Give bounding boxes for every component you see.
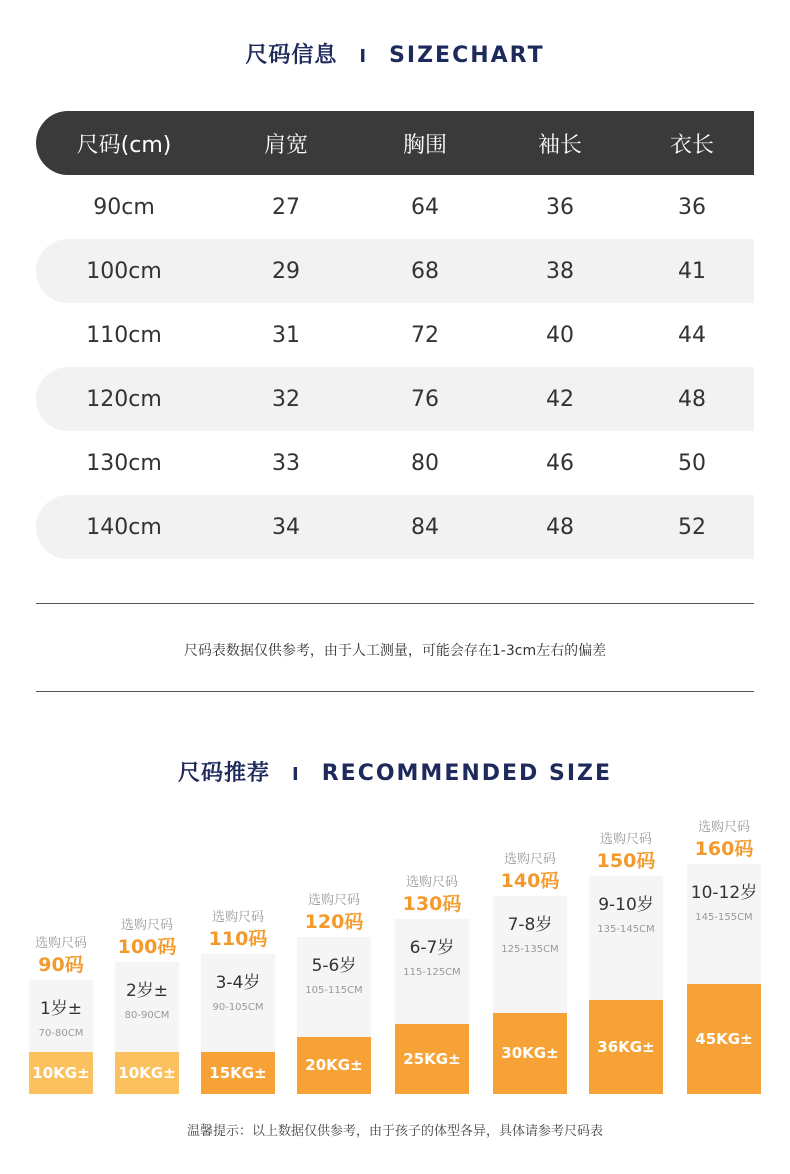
size-value: 110码 xyxy=(208,928,268,950)
size-bar xyxy=(395,0,469,1094)
table-cell: 130cm xyxy=(86,450,162,476)
size-value: 90码 xyxy=(38,954,84,976)
table-cell: 64 xyxy=(411,194,439,220)
table-cell: 84 xyxy=(411,514,439,540)
size-bar xyxy=(29,0,93,1094)
age-label: 6-7岁 xyxy=(409,938,455,958)
table-cell: 46 xyxy=(546,450,574,476)
table-cell: 50 xyxy=(678,450,706,476)
select-size-label: 选购尺码 xyxy=(697,820,750,835)
header-cell: 胸围 xyxy=(402,132,447,158)
select-size-label: 选购尺码 xyxy=(34,936,87,951)
table-cell: 41 xyxy=(678,258,706,284)
size-value: 150码 xyxy=(596,850,656,872)
table-cell: 38 xyxy=(546,258,574,284)
table-cell: 32 xyxy=(272,386,300,412)
title-separator: I xyxy=(359,46,368,67)
select-size-label: 选购尺码 xyxy=(120,918,173,933)
weight-block: 10KG± xyxy=(29,1052,93,1094)
size-value: 100码 xyxy=(117,936,177,958)
select-size-label: 选购尺码 xyxy=(211,910,264,925)
size-bar xyxy=(687,0,761,1094)
age-label: 5-6岁 xyxy=(311,956,357,976)
size-bar xyxy=(493,0,567,1094)
weight-block: 36KG± xyxy=(589,1000,663,1094)
height-range-label: 135-145CM xyxy=(597,924,655,935)
size-value: 120码 xyxy=(304,911,364,933)
age-label: 1岁± xyxy=(39,999,83,1019)
table-cell: 40 xyxy=(546,322,574,348)
weight-block: 25KG± xyxy=(395,1024,469,1094)
age-label: 3-4岁 xyxy=(215,973,261,993)
size-chart-title-en: SIZECHART xyxy=(389,43,545,68)
select-size-label: 选购尺码 xyxy=(307,893,360,908)
table-cell: 29 xyxy=(272,258,300,284)
select-size-label: 选购尺码 xyxy=(405,875,458,890)
age-label: 2岁± xyxy=(125,981,169,1001)
table-cell: 72 xyxy=(411,322,439,348)
height-range-label: 70-80CM xyxy=(38,1028,84,1039)
size-value: 130码 xyxy=(402,893,462,915)
measurement-note: 尺码表数据仅供参考，由于人工测量，可能会存在1-3cm左右的偏差 xyxy=(183,643,607,659)
weight-block: 45KG± xyxy=(687,984,761,1094)
height-range-label: 80-90CM xyxy=(124,1010,170,1021)
size-bar xyxy=(589,0,663,1094)
recommended-title-en: RECOMMENDED SIZE xyxy=(321,761,612,786)
weight-block: 15KG± xyxy=(201,1052,275,1094)
warm-tip: 温馨提示：以上数据仅供参考，由于孩子的体型各异，具体请参考尺码表 xyxy=(186,1124,603,1139)
size-value: 140码 xyxy=(500,870,560,892)
table-cell: 27 xyxy=(272,194,300,220)
header-cell: 肩宽 xyxy=(263,132,308,158)
table-cell: 42 xyxy=(546,386,574,412)
table-cell: 100cm xyxy=(86,258,162,284)
header-cell: 袖长 xyxy=(537,132,582,158)
height-range-label: 145-155CM xyxy=(695,912,753,923)
table-cell: 52 xyxy=(678,514,706,540)
size-bar xyxy=(201,0,275,1094)
select-size-label: 选购尺码 xyxy=(599,832,652,847)
weight-block: 30KG± xyxy=(493,1013,567,1094)
weight-block: 10KG± xyxy=(115,1052,179,1094)
table-cell: 76 xyxy=(411,386,439,412)
header-cell: 尺码(cm) xyxy=(76,132,172,158)
height-range-label: 90-105CM xyxy=(212,1002,264,1013)
table-cell: 68 xyxy=(411,258,439,284)
header-cell: 衣长 xyxy=(669,132,714,158)
recommended-title-cn: 尺码推荐 xyxy=(178,761,271,786)
select-size-label: 选购尺码 xyxy=(503,852,556,867)
size-value: 160码 xyxy=(694,838,754,860)
table-cell: 140cm xyxy=(86,514,162,540)
height-range-label: 115-125CM xyxy=(403,967,461,978)
table-cell: 80 xyxy=(411,450,439,476)
weight-block: 20KG± xyxy=(297,1037,371,1094)
age-label: 9-10岁 xyxy=(598,895,654,915)
table-cell: 31 xyxy=(272,322,300,348)
table-cell: 120cm xyxy=(86,386,162,412)
table-cell: 34 xyxy=(272,514,300,540)
table-cell: 36 xyxy=(546,194,574,220)
table-cell: 33 xyxy=(272,450,300,476)
table-cell: 48 xyxy=(678,386,706,412)
height-range-label: 105-115CM xyxy=(305,985,363,996)
table-cell: 90cm xyxy=(93,194,155,220)
size-chart-title-cn: 尺码信息 xyxy=(245,43,338,68)
table-cell: 48 xyxy=(546,514,574,540)
age-label: 10-12岁 xyxy=(690,883,758,903)
table-cell: 110cm xyxy=(86,322,162,348)
table-cell: 36 xyxy=(678,194,706,220)
height-range-label: 125-135CM xyxy=(501,944,559,955)
size-bar xyxy=(115,0,179,1094)
title-separator: I xyxy=(292,764,300,785)
age-label: 7-8岁 xyxy=(507,915,553,935)
size-bar xyxy=(297,0,371,1094)
table-cell: 44 xyxy=(678,322,706,348)
